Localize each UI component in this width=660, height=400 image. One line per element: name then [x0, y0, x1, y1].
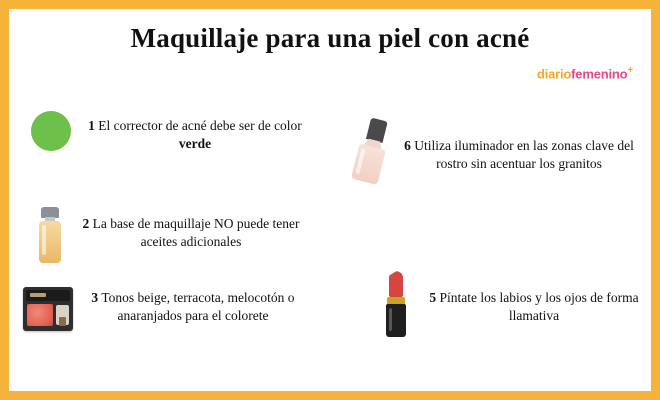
poster-inner — [9, 9, 651, 391]
tip-item-2 — [23, 205, 313, 267]
tip-text-6 — [401, 119, 637, 173]
tip-text-2 — [77, 205, 305, 251]
tip-number-2: 2 — [82, 216, 90, 231]
palette-shape — [23, 287, 73, 331]
tip-item-6 — [347, 119, 647, 181]
tip-item-3 — [19, 281, 319, 343]
lipstick-bullet — [389, 271, 403, 297]
tip-text-3 — [73, 281, 313, 325]
tip-number-5: 5 — [429, 290, 437, 305]
tip-body-2: La base de maquillaje NO puede tener aceites adicionales — [92, 216, 300, 250]
highlighter-tube-icon — [347, 119, 401, 181]
green-circle-shape — [31, 111, 71, 151]
brand-part-one: diario — [536, 66, 572, 82]
tube-shape — [346, 115, 401, 189]
tip-number-3: 3 — [91, 290, 99, 305]
tip-text-5 — [423, 271, 645, 325]
brand-part-two: femenino — [571, 66, 628, 82]
tip-emphasis-1: verde — [178, 136, 212, 152]
page-title: Maquillaje para una piel con acné — [130, 23, 530, 53]
lipstick-case-shine — [389, 308, 392, 331]
brand-logo — [537, 65, 633, 81]
bottle-shape — [39, 207, 61, 263]
palette-lid-label — [30, 293, 46, 297]
tip-text-1 — [77, 105, 313, 153]
tip-body-6: Utiliza iluminador en las zonas clave del rostro sin acentuar los granitos — [414, 138, 634, 172]
tip-body-5: Píntate los labios y los ojos de forma llamativa — [439, 290, 639, 324]
lipstick-shape — [383, 271, 409, 337]
green-circle-icon — [23, 105, 77, 167]
tip-body-3: Tonos beige, terracota, melocotón o anaranjados para el colorete — [101, 290, 295, 324]
palette-brush-handle — [59, 317, 66, 326]
tube-body — [351, 144, 386, 185]
palette-blush-pan — [27, 304, 53, 326]
brand-mark: + — [627, 65, 633, 76]
blush-palette-icon — [19, 281, 73, 343]
lipstick-icon — [369, 271, 423, 333]
tip-number-6: 6 — [404, 138, 411, 153]
tip-body-1: El corrector de acné debe ser de color — [98, 118, 302, 133]
tip-number-1: 1 — [88, 118, 95, 133]
tip-item-1 — [23, 105, 323, 167]
tip-item-5 — [369, 271, 649, 333]
foundation-bottle-icon — [23, 205, 77, 267]
bottle-shine — [42, 225, 46, 255]
